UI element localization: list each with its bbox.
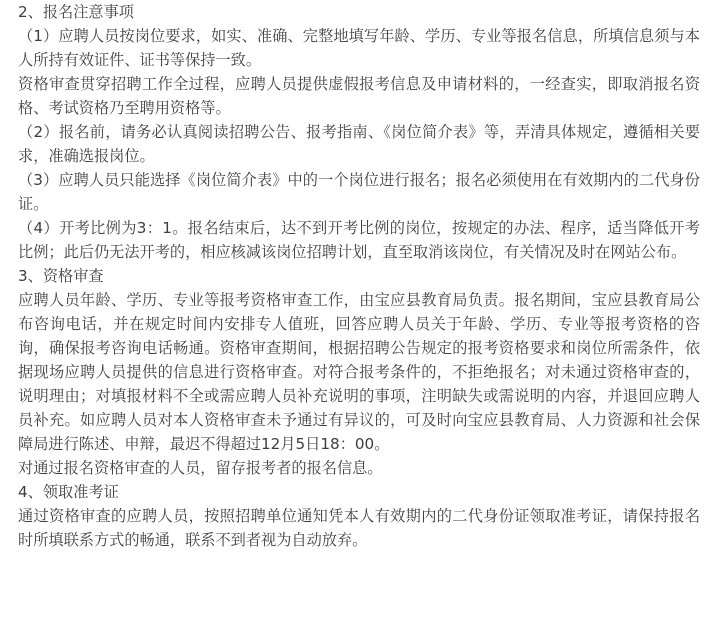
section-heading-qualification-review: 3、资格审查 xyxy=(18,267,104,285)
section-heading-registration-notes: 2、报名注意事项 xyxy=(18,3,134,21)
paragraph-false-info-penalty: 资格审查贯穿招聘工作全过程，应聘人员提供虚假报考信息及申请材料的，一经查实，即取消报名资格、考试资格乃至聘用资格等。 xyxy=(18,75,700,117)
paragraph-exam-ratio: （4）开考比例为3：1。报名结束后，达不到开考比例的岗位，按规定的办法、程序，适当降低开考比例；此后仍无法开考的，相应核减该岗位招聘计划，直至取消该岗位，有关情况及时在网站公布。 xyxy=(18,219,700,261)
paragraph-retain-info: 对通过报名资格审查的人员，留存报考者的报名信息。 xyxy=(18,459,383,477)
paragraph-info-accuracy: （1）应聘人员按岗位要求，如实、准确、完整地填写年龄、学历、专业等报名信息，所填信息须与本人所持有效证件、证书等保持一致。 xyxy=(18,27,700,69)
paragraph-collect-ticket: 通过资格审查的应聘人员，按照招聘单位通知凭本人有效期内的二代身份证领取准考证，请保持报名时所填联系方式的畅通，联系不到者视为自动放弃。 xyxy=(18,507,700,549)
paragraph-review-process: 应聘人员年龄、学历、专业等报考资格审查工作，由宝应县教育局负责。报名期间，宝应县教育局公布咨询电话，并在规定时间内安排专人值班，回答应聘人员关于年龄、学历、专业等报考资格的咨询，确保报考咨询电话畅通。资格审查期间，根据招聘公告规定的报考资格要求和岗位所需条件，依据现场应聘人员提供的信息进行资格审查。对符合报考条件的，不拒绝报名；对未通过资格审查的，说明理由；对填报材料不全或需应聘人员补充说明的事项，注明缺失或需说明的内容，并退回应聘人员补充。如应聘人员对本人资格审查未予通过有异议的，可及时向宝应县教育局、人力资源和社会保障局进行陈述、申辩，最迟不得超过12月5日18：00。 xyxy=(18,291,700,453)
paragraph-read-announcement: （2）报名前，请务必认真阅读招聘公告、报考指南、《岗位简介表》等，弄清具体规定，遵循相关要求，准确选报岗位。 xyxy=(18,123,700,165)
section-heading-admission-ticket: 4、领取准考证 xyxy=(18,483,119,501)
paragraph-one-position-only: （3）应聘人员只能选择《岗位简介表》中的一个岗位进行报名；报名必须使用在有效期内的二代身份证。 xyxy=(18,171,700,213)
